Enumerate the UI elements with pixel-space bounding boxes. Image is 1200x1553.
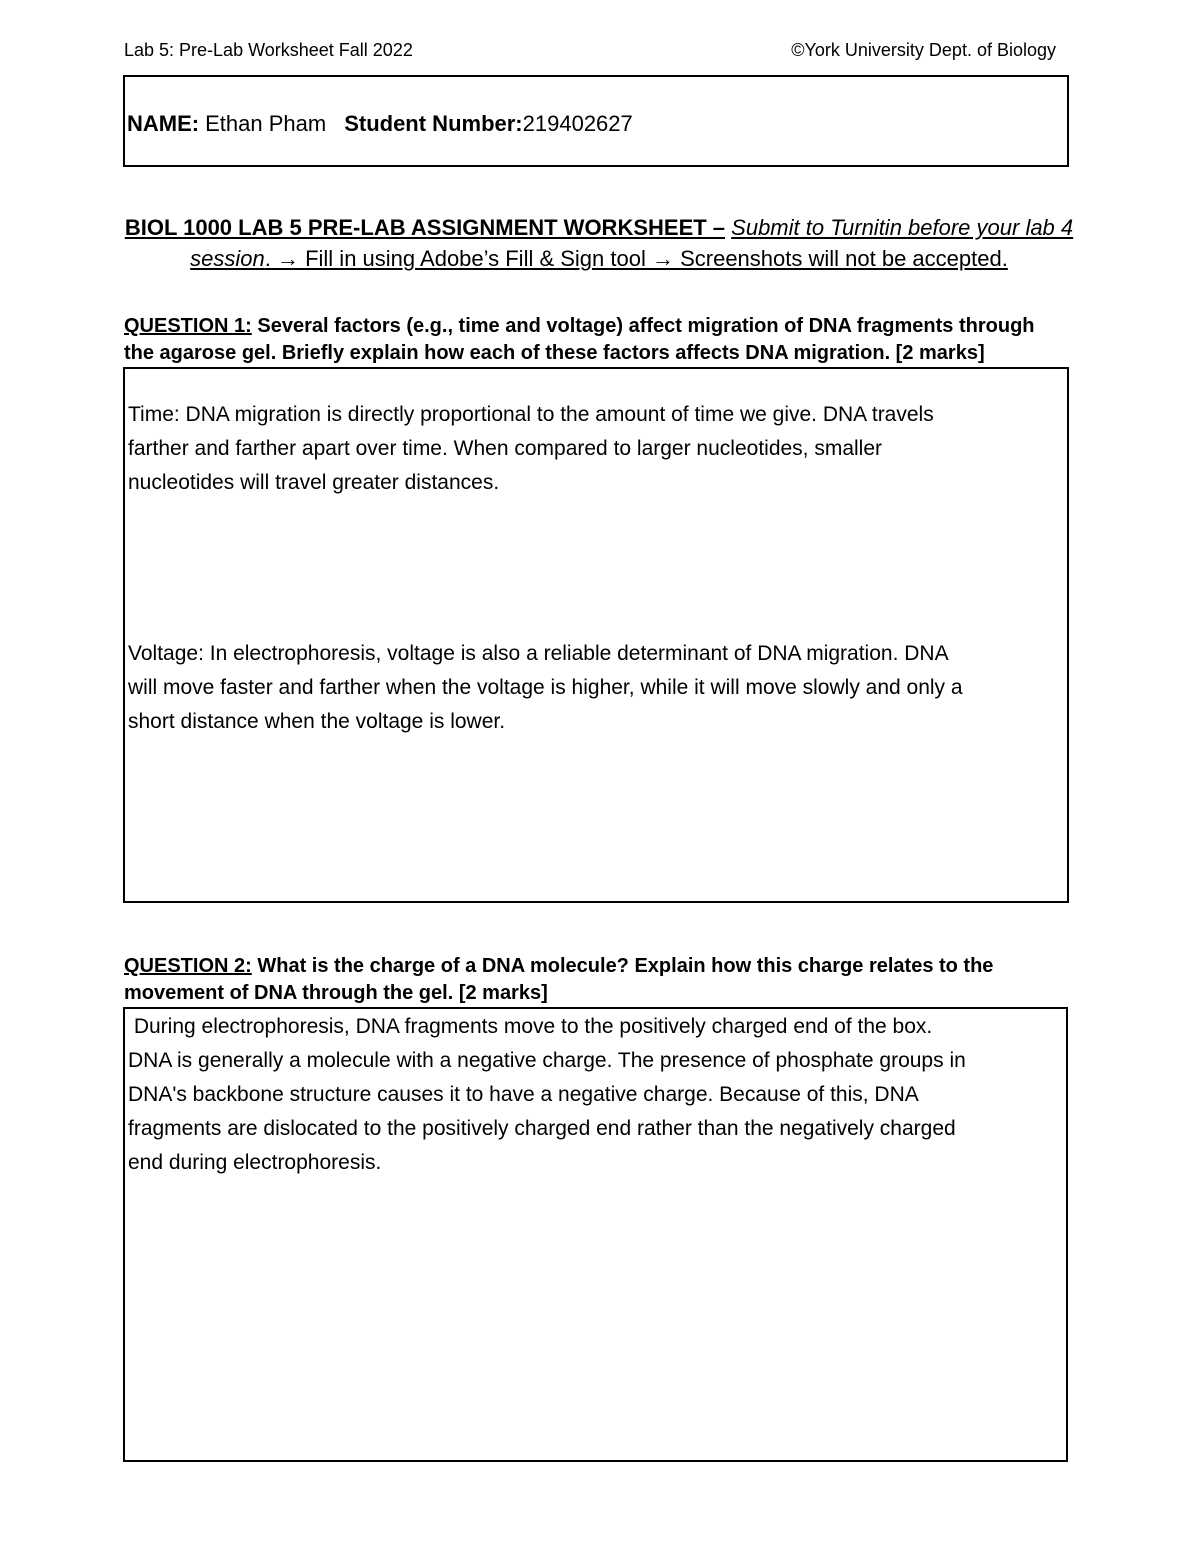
answer-voltage xyxy=(128,637,963,739)
answer-line: end during electrophoresis. xyxy=(128,1151,382,1174)
answer-line: farther and farther apart over time. When compared to larger nucleotides, smaller xyxy=(128,437,883,460)
answer-line: fragments are dislocated to the positively charged end rather than the negatively charged xyxy=(128,1117,956,1140)
answer-line: nucleotides will travel greater distances. xyxy=(128,471,500,494)
question-1-text: Several factors (e.g., time and voltage) affect migration of DNA fragments through the agarose gel. Briefly explain how each of these factors affects DNA migration. [2 marks] xyxy=(124,315,1035,364)
answer-line: will move faster and farther when the voltage is higher, while it will move slowly and only a xyxy=(128,676,963,699)
question-1-label: QUESTION 1: xyxy=(124,315,252,337)
answer-line: Time: DNA migration is directly proportional to the amount of time we give. DNA travels xyxy=(128,403,934,426)
worksheet-title xyxy=(124,212,1074,274)
answer-time xyxy=(128,398,934,500)
answer-line: short distance when the voltage is lower. xyxy=(128,710,506,733)
student-number-field[interactable]: 219402627 xyxy=(522,111,633,136)
question-2-label: QUESTION 2: xyxy=(124,955,252,977)
question-2-text: What is the charge of a DNA molecule? Explain how this charge relates to the movement of DNA through the gel. [2 marks] xyxy=(124,955,994,1004)
student-number-label: Student Number: xyxy=(344,111,523,136)
question-2-answer-box[interactable] xyxy=(123,1007,1068,1462)
title-bold: BIOL 1000 LAB 5 PRE-LAB ASSIGNMENT WORKSHEET – xyxy=(124,215,726,240)
header-right: ©York University Dept. of Biology xyxy=(791,40,1056,60)
answer-charge xyxy=(128,1010,966,1180)
name-field[interactable]: Ethan Pham xyxy=(205,111,327,136)
answer-line: During electrophoresis, DNA fragments move to the positively charged end of the box. xyxy=(128,1015,933,1038)
answer-line: Voltage: In electrophoresis, voltage is also a reliable determinant of DNA migration. DNA xyxy=(128,642,949,665)
answer-line: DNA's backbone structure causes it to have a negative charge. Because of this, DNA xyxy=(128,1083,919,1106)
header-left: Lab 5: Pre-Lab Worksheet Fall 2022 xyxy=(124,40,413,60)
question-1 xyxy=(124,313,1070,367)
title-tail: . → Fill in using Adobe’s Fill & Sign tool → Screenshots will not be accepted. xyxy=(264,246,1008,271)
answer-line: DNA is generally a molecule with a negative charge. The presence of phosphate groups in xyxy=(128,1049,966,1072)
name-label: NAME: xyxy=(127,111,200,136)
name-row xyxy=(127,111,633,137)
name-box xyxy=(123,75,1069,167)
question-1-answer-box[interactable] xyxy=(123,367,1069,903)
title-italic: Submit to Turnitin before your lab 4 session xyxy=(190,215,1074,271)
question-2 xyxy=(124,953,1070,1007)
